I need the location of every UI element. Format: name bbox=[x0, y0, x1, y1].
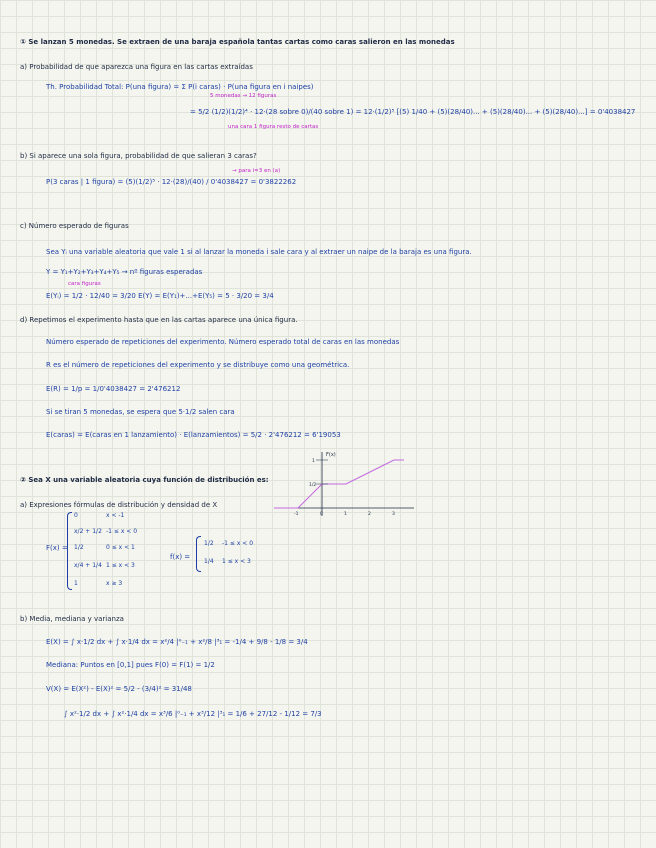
cdf-case-cond: -1 ≤ x < 0 bbox=[106, 528, 138, 535]
distribution-function-graph bbox=[272, 448, 422, 520]
cdf-case-expr: x/4 + 1/4 bbox=[74, 562, 102, 569]
pdf-brace bbox=[196, 536, 201, 572]
expected-figures-line: E(Yᵢ) = 1/2 · 12/40 = 3/20 E(Y) = E(Y₁)+...+E(Y₅) = 5 · 3/20 = 3/4 bbox=[46, 292, 274, 300]
problem-1-heading: ① Se lanzan 5 monedas. Se extraen de una baraja española tantas cartas como caras salieron en las monedas bbox=[20, 38, 455, 46]
part-c-title: c) Número esperado de figuras bbox=[20, 222, 129, 230]
coins-expectation-line: Si se tiran 5 monedas, se espera que 5·1/2 salen cara bbox=[46, 408, 235, 416]
part-b-title: b) Si aparece una sola figura, probabilidad de que salieran 3 caras? bbox=[20, 152, 257, 160]
variable-definition-line: Sea Yᵢ una variable aleatoria que vale 1 si al lanzar la moneda i sale cara y al extraer un naipe de la baraja es una figura. bbox=[46, 248, 472, 256]
part-a-title: a) Probabilidad de que aparezca una figura en las cartas extraídas bbox=[20, 63, 253, 71]
variance-line: V(X) = E(X²) - E(X)² = 5/2 - (3/4)² = 31/48 bbox=[46, 685, 192, 693]
total-probability-line: Th. Probabilidad Total: P(una figura) = Σ P(i caras) · P(una figura en i naipes) bbox=[46, 83, 314, 91]
part-d-title: d) Repetimos el experimento hasta que en las cartas aparece una única figura. bbox=[20, 316, 298, 324]
pdf-case-cond: 1 ≤ x < 3 bbox=[222, 558, 251, 565]
expected-repetitions-line: E(R) = 1/p = 1/0'4038427 = 2'476212 bbox=[46, 385, 181, 393]
part-c-note: cara figuras bbox=[68, 281, 101, 287]
graph-y-tick-half: 1/2 bbox=[309, 483, 317, 488]
problem-2-heading: ② Sea X una variable aleatoria cuya función de distribución es: bbox=[20, 476, 269, 484]
median-line: Mediana: Puntos en [0,1] pues F(0) = F(1) = 1/2 bbox=[46, 661, 215, 669]
pdf-case-expr: 1/2 bbox=[204, 540, 214, 547]
graph-x-tick: 1 bbox=[344, 512, 347, 517]
graph-x-tick: 3 bbox=[392, 512, 395, 517]
second-moment-line: ∫ x²·1/2 dx + ∫ x²·1/4 dx = x³/6 |⁰₋₁ + x³/12 |³₁ = 1/6 + 27/12 - 1/12 = 7/3 bbox=[64, 710, 322, 718]
magenta-note-bottom: una cara 1 figura resto de cartas bbox=[228, 124, 319, 130]
cdf-brace bbox=[67, 512, 72, 590]
graph-y-tick-1: 1 bbox=[312, 459, 315, 464]
pdf-case-expr: 1/4 bbox=[204, 558, 214, 565]
magenta-note-top: 5 monedas → 12 figuras bbox=[210, 93, 277, 99]
cdf-case-expr: 1 bbox=[74, 580, 78, 587]
graph-y-label: F(x) bbox=[326, 452, 336, 458]
cdf-label: F(x) = bbox=[46, 544, 68, 552]
expected-heads-line: E(caras) = E(caras en 1 lanzamiento) · E(lanzamientos) = 5/2 · 2'476212 = 6'19053 bbox=[46, 431, 341, 439]
cdf-case-cond: 0 ≤ x < 1 bbox=[106, 544, 135, 551]
conditional-probability-line: P(3 caras | 1 figura) = (5)(1/2)⁵ · 12·(28)/(40) / 0'4038427 = 0'3822262 bbox=[46, 178, 297, 186]
cdf-curve bbox=[274, 460, 404, 508]
geometric-distribution-line: R es el número de repeticiones del experimento y se distribuye como una geométrica. bbox=[46, 361, 350, 369]
cdf-case-expr: 1/2 bbox=[74, 544, 84, 551]
graph-x-tick: -1 bbox=[294, 512, 299, 517]
part-d-question: Número esperado de repeticiones del experimento. Número esperado total de caras en las monedas bbox=[46, 338, 400, 346]
cdf-case-cond: 1 ≤ x < 3 bbox=[106, 562, 135, 569]
cdf-case-expr: x/2 + 1/2 bbox=[74, 528, 102, 535]
graph-x-tick: 0 bbox=[320, 512, 323, 517]
part-b-note: → para i=3 en (a) bbox=[232, 168, 281, 174]
mean-line: E(X) = ∫ x·1/2 dx + ∫ x·1/4 dx = x²/4 |⁰₋₁ + x²/8 |³₁ = -1/4 + 9/8 - 1/8 = 3/4 bbox=[46, 638, 308, 646]
part-2b-title: b) Media, mediana y varianza bbox=[20, 615, 124, 623]
graph-x-tick: 2 bbox=[368, 512, 371, 517]
part-2a-title: a) Expresiones fórmulas de distribución y densidad de X bbox=[20, 501, 218, 509]
cdf-case-expr: 0 bbox=[74, 512, 78, 519]
pdf-label: f(x) = bbox=[170, 553, 191, 561]
total-probability-result: = 5/2 (1/2)(1/2)⁴ · 12·(28 sobre 0)/(40 sobre 1) = 12·(1/2)⁵ [(5) 1/40 + (5)(28/40)... + (5)(28/40)... + (5)(28/40)...] = 0'4038427 bbox=[190, 108, 636, 116]
cdf-case-cond: x < -1 bbox=[106, 512, 125, 519]
cdf-case-cond: x ≥ 3 bbox=[106, 580, 123, 587]
pdf-case-cond: -1 ≤ x < 0 bbox=[222, 540, 254, 547]
sum-of-variables-line: Y = Y₁+Y₂+Y₃+Y₄+Y₅ → nº figuras esperadas bbox=[46, 268, 203, 276]
